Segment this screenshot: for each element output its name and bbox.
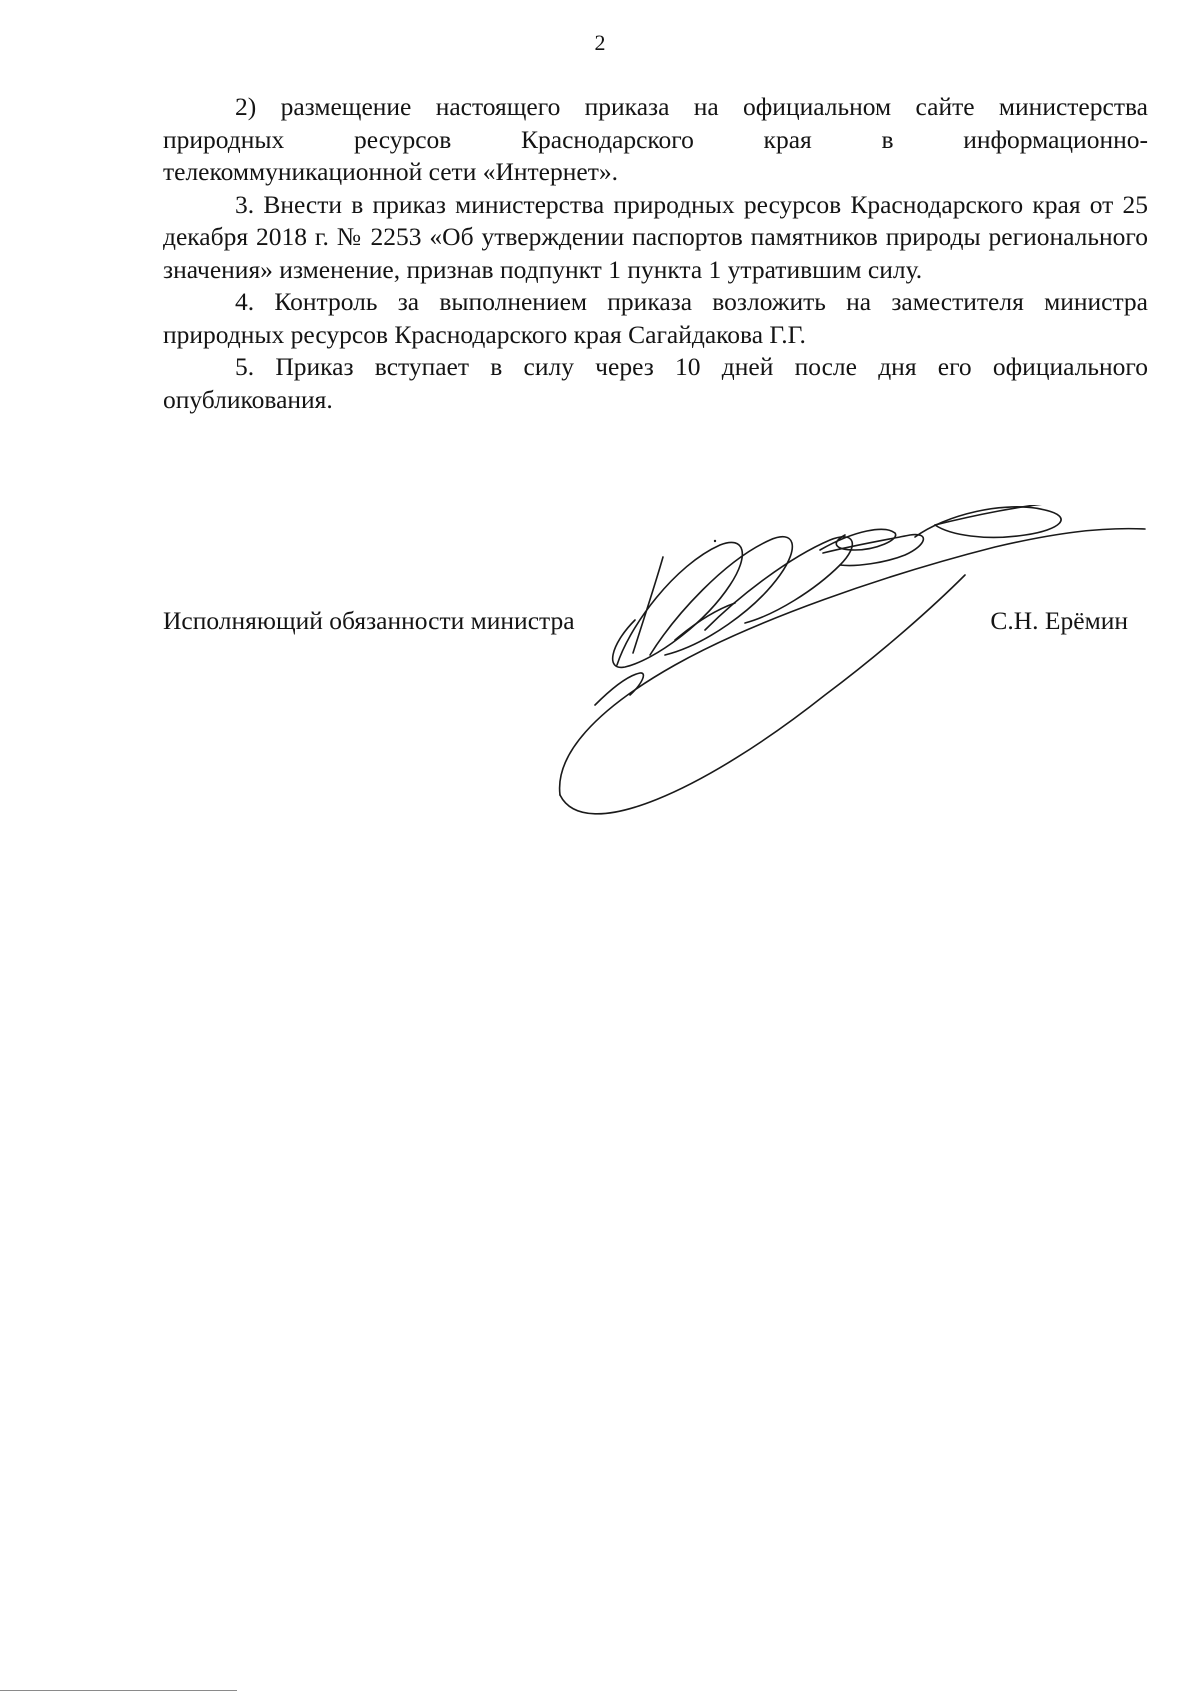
- document-body: [163, 91, 1148, 416]
- paragraph-4: 4. Контроль за выполнением приказа возложить на заместителя министра природных ресурсов Краснодарского края Сагайдакова Г.Г.: [163, 287, 1148, 349]
- signature-stroke-oval: [915, 507, 1061, 538]
- paragraph-2-line-2: телекоммуникационной сети «Интернет».: [163, 157, 618, 186]
- paragraph-3: 3. Внести в приказ министерства природных ресурсов Краснодарского края от 25 декабря 2018 г. № 2253 «Об утверждении паспортов памятников природы регионального значения» изменение, признав подпункт 1 пункта 1 утратившим силу.: [163, 189, 1148, 284]
- signer-role: Исполняющий обязанности министра: [163, 606, 575, 635]
- signature-stroke-tick: [633, 557, 663, 653]
- signature-stroke-loop-1: [613, 542, 743, 667]
- signature-stroke-inner-1: [595, 673, 643, 705]
- paragraph-2-line-1: 2) размещение настоящего приказа на официальном сайте министерства природных ресурсов Краснодарского края в информационно-: [163, 92, 1148, 154]
- page-number: 2: [594, 30, 606, 55]
- signer-name: С.Н. Ерёмин: [990, 606, 1128, 635]
- signature-stroke-sweep: [560, 529, 1145, 795]
- signature-stroke-loop-base: [560, 575, 965, 814]
- paragraph-5: 5. Приказ вступает в силу через 10 дней после дня его официального опубликования.: [163, 352, 1148, 414]
- handwritten-signature: [555, 505, 1155, 835]
- signature-stroke-loop-2: [650, 537, 792, 655]
- footer-divider: [0, 1690, 237, 1691]
